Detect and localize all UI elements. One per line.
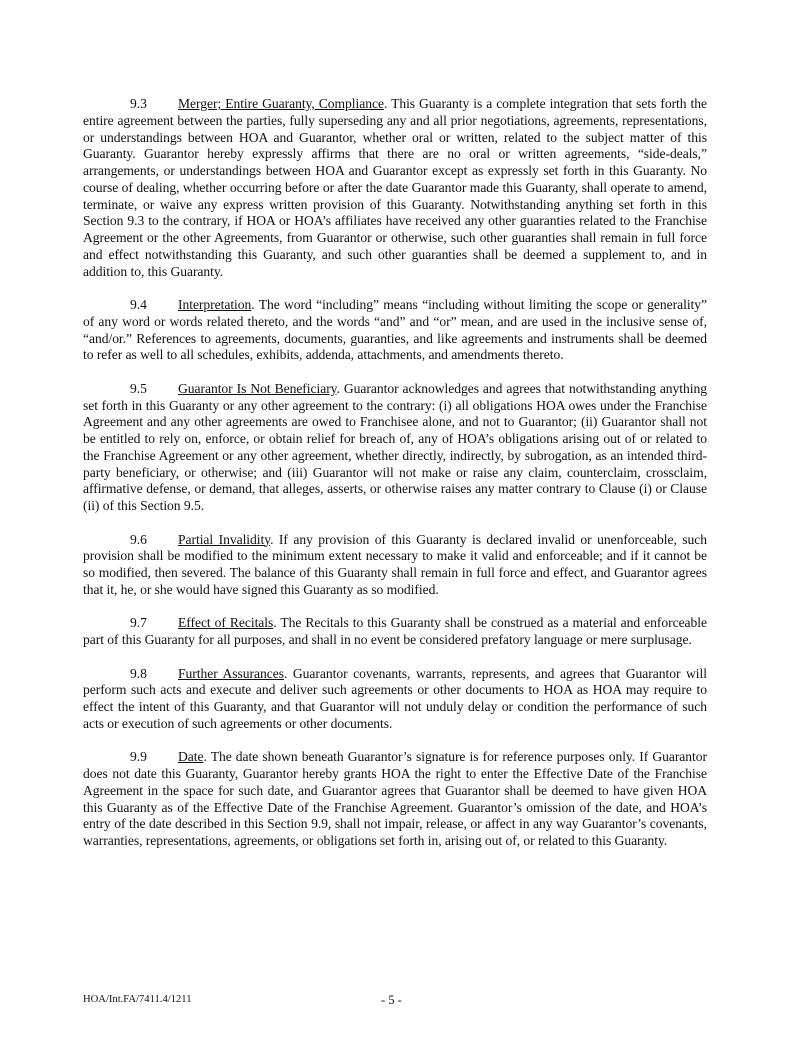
section-9-6 [83,532,707,599]
section-body: . The word “including” means “including without limiting the scope or generality” of any word or words related thereto, and the words “and” and “or” mean, and are used in the inclusive sense of, “and/or.” References to agreements, documents, guaranties, and like agreements and instruments shall be deemed to refer as well to all schedules, exhibits, addenda, attachments, and amendments thereto. [83,297,707,363]
section-number: 9.5 [130,380,147,396]
section-heading: Guarantor Is Not Beneficiary [178,380,337,396]
section-heading: Interpretation [178,297,252,312]
section-9-3 [83,96,707,280]
section-9-8 [83,666,707,733]
section-heading: Partial Invalidity [178,531,271,547]
section-heading: Effect of Recitals [178,615,274,631]
section-number: 9.8 [130,665,147,681]
section-body: . Guarantor acknowledges and agrees that notwithstanding anything set forth in this Guaranty or any other agreement to the contrary: (i) all obligations HOA owes under the Franchise Agreement and any other agreements are owed to Franchisee alone, and not to Guarantor; (ii) Guarantor shall not be entitled to rely on, enforce, or obtain relief for breach of, any of HOA’s obligations arising out of or related to the Franchise Agreement or any other agreement, whether directly, indirectly, by subrogation, as an intended third-party beneficiary, or otherwise; and (iii) Guarantor will not make or raise any claim, counterclaim, crossclaim, affirmative defense, or demand, that alleges, asserts, or otherwise raises any matter contrary to Clause (i) or Clause (ii) of this Section 9.5. [83,380,707,513]
section-heading: Further Assurances [178,665,284,681]
section-9-4 [83,297,707,364]
section-body: . The Recitals to this Guaranty shall be construed as a material and enforceable part of this Guaranty for all purposes, and shall in no event be considered prefatory language or mere surplusage. [83,615,707,647]
section-number: 9.4 [130,297,147,312]
document-page [83,96,707,867]
section-body: . If any provision of this Guaranty is declared invalid or unenforceable, such provision shall be modified to the minimum extent necessary to make it valid and enforceable; and if it cannot be so modified, then severed. The balance of this Guaranty shall remain in full force and effect, and Guarantor agrees that it, he, or she would have signed this Guaranty as so modified. [83,531,707,597]
section-9-5 [83,381,707,515]
section-number: 9.3 [130,96,147,111]
section-number: 9.6 [130,531,147,547]
section-heading: Merger; Entire Guaranty, Compliance [178,96,384,111]
document-id: HOA/Int.FA/7411.4/1211 [83,994,192,1005]
section-body: . Guarantor covenants, warrants, represents, and agrees that Guarantor will perform such acts and execute and deliver such agreements or other documents to HOA as HOA may require to effect the intent of this Guaranty, and that Guarantor will not unduly delay or condition the performance of such acts or execution of such agreements or other documents. [83,665,707,731]
section-9-7 [83,615,707,649]
section-9-9 [83,749,707,850]
section-heading: Date [178,749,204,765]
section-number: 9.7 [130,615,147,631]
section-body: . This Guaranty is a complete integration that sets forth the entire agreement between the parties, fully superseding any and all prior negotiations, agreements, representations, or understandings between HOA and Guarantor, whether oral or written, related to the subject matter of this Guaranty. Guarantor hereby expressly affirms that there are no oral or written agreements, “side-deals,” arrangements, or understandings between HOA and Guarantor except as expressly set forth in this Guaranty. No course of dealing, whether occurring before or after the date Guarantor made this Guaranty, shall operate to amend, terminate, or waive any express written provision of this Guaranty. Notwithstanding anything set forth in this Section 9.3 to the contrary, if HOA or HOA’s affiliates have received any other guaranties related to the Franchise Agreement or the other Agreements, from Guarantor or otherwise, such other guaranties shall remain in full force and effect notwithstanding this Guaranty, and such other guaranties shall be deemed a supplement to, and in addition to, this Guaranty. [83,96,707,279]
section-number: 9.9 [130,749,147,765]
page-number: - 5 - [381,993,402,1007]
section-body: . The date shown beneath Guarantor’s signature is for reference purposes only. If Guarantor does not date this Guaranty, Guarantor hereby grants HOA the right to enter the Effective Date of the Franchise Agreement in the space for such date, and Guarantor agrees that Guarantor shall be deemed to have given HOA this Guaranty as of the Effective Date of the Franchise Agreement. Guarantor’s omission of the date, and HOA’s entry of the date described in this Section 9.9, shall not impair, release, or affect in any way Guarantor’s covenants, warranties, representations, agreements, or obligations set forth in, arising out of, or related to this Guaranty. [83,749,707,848]
